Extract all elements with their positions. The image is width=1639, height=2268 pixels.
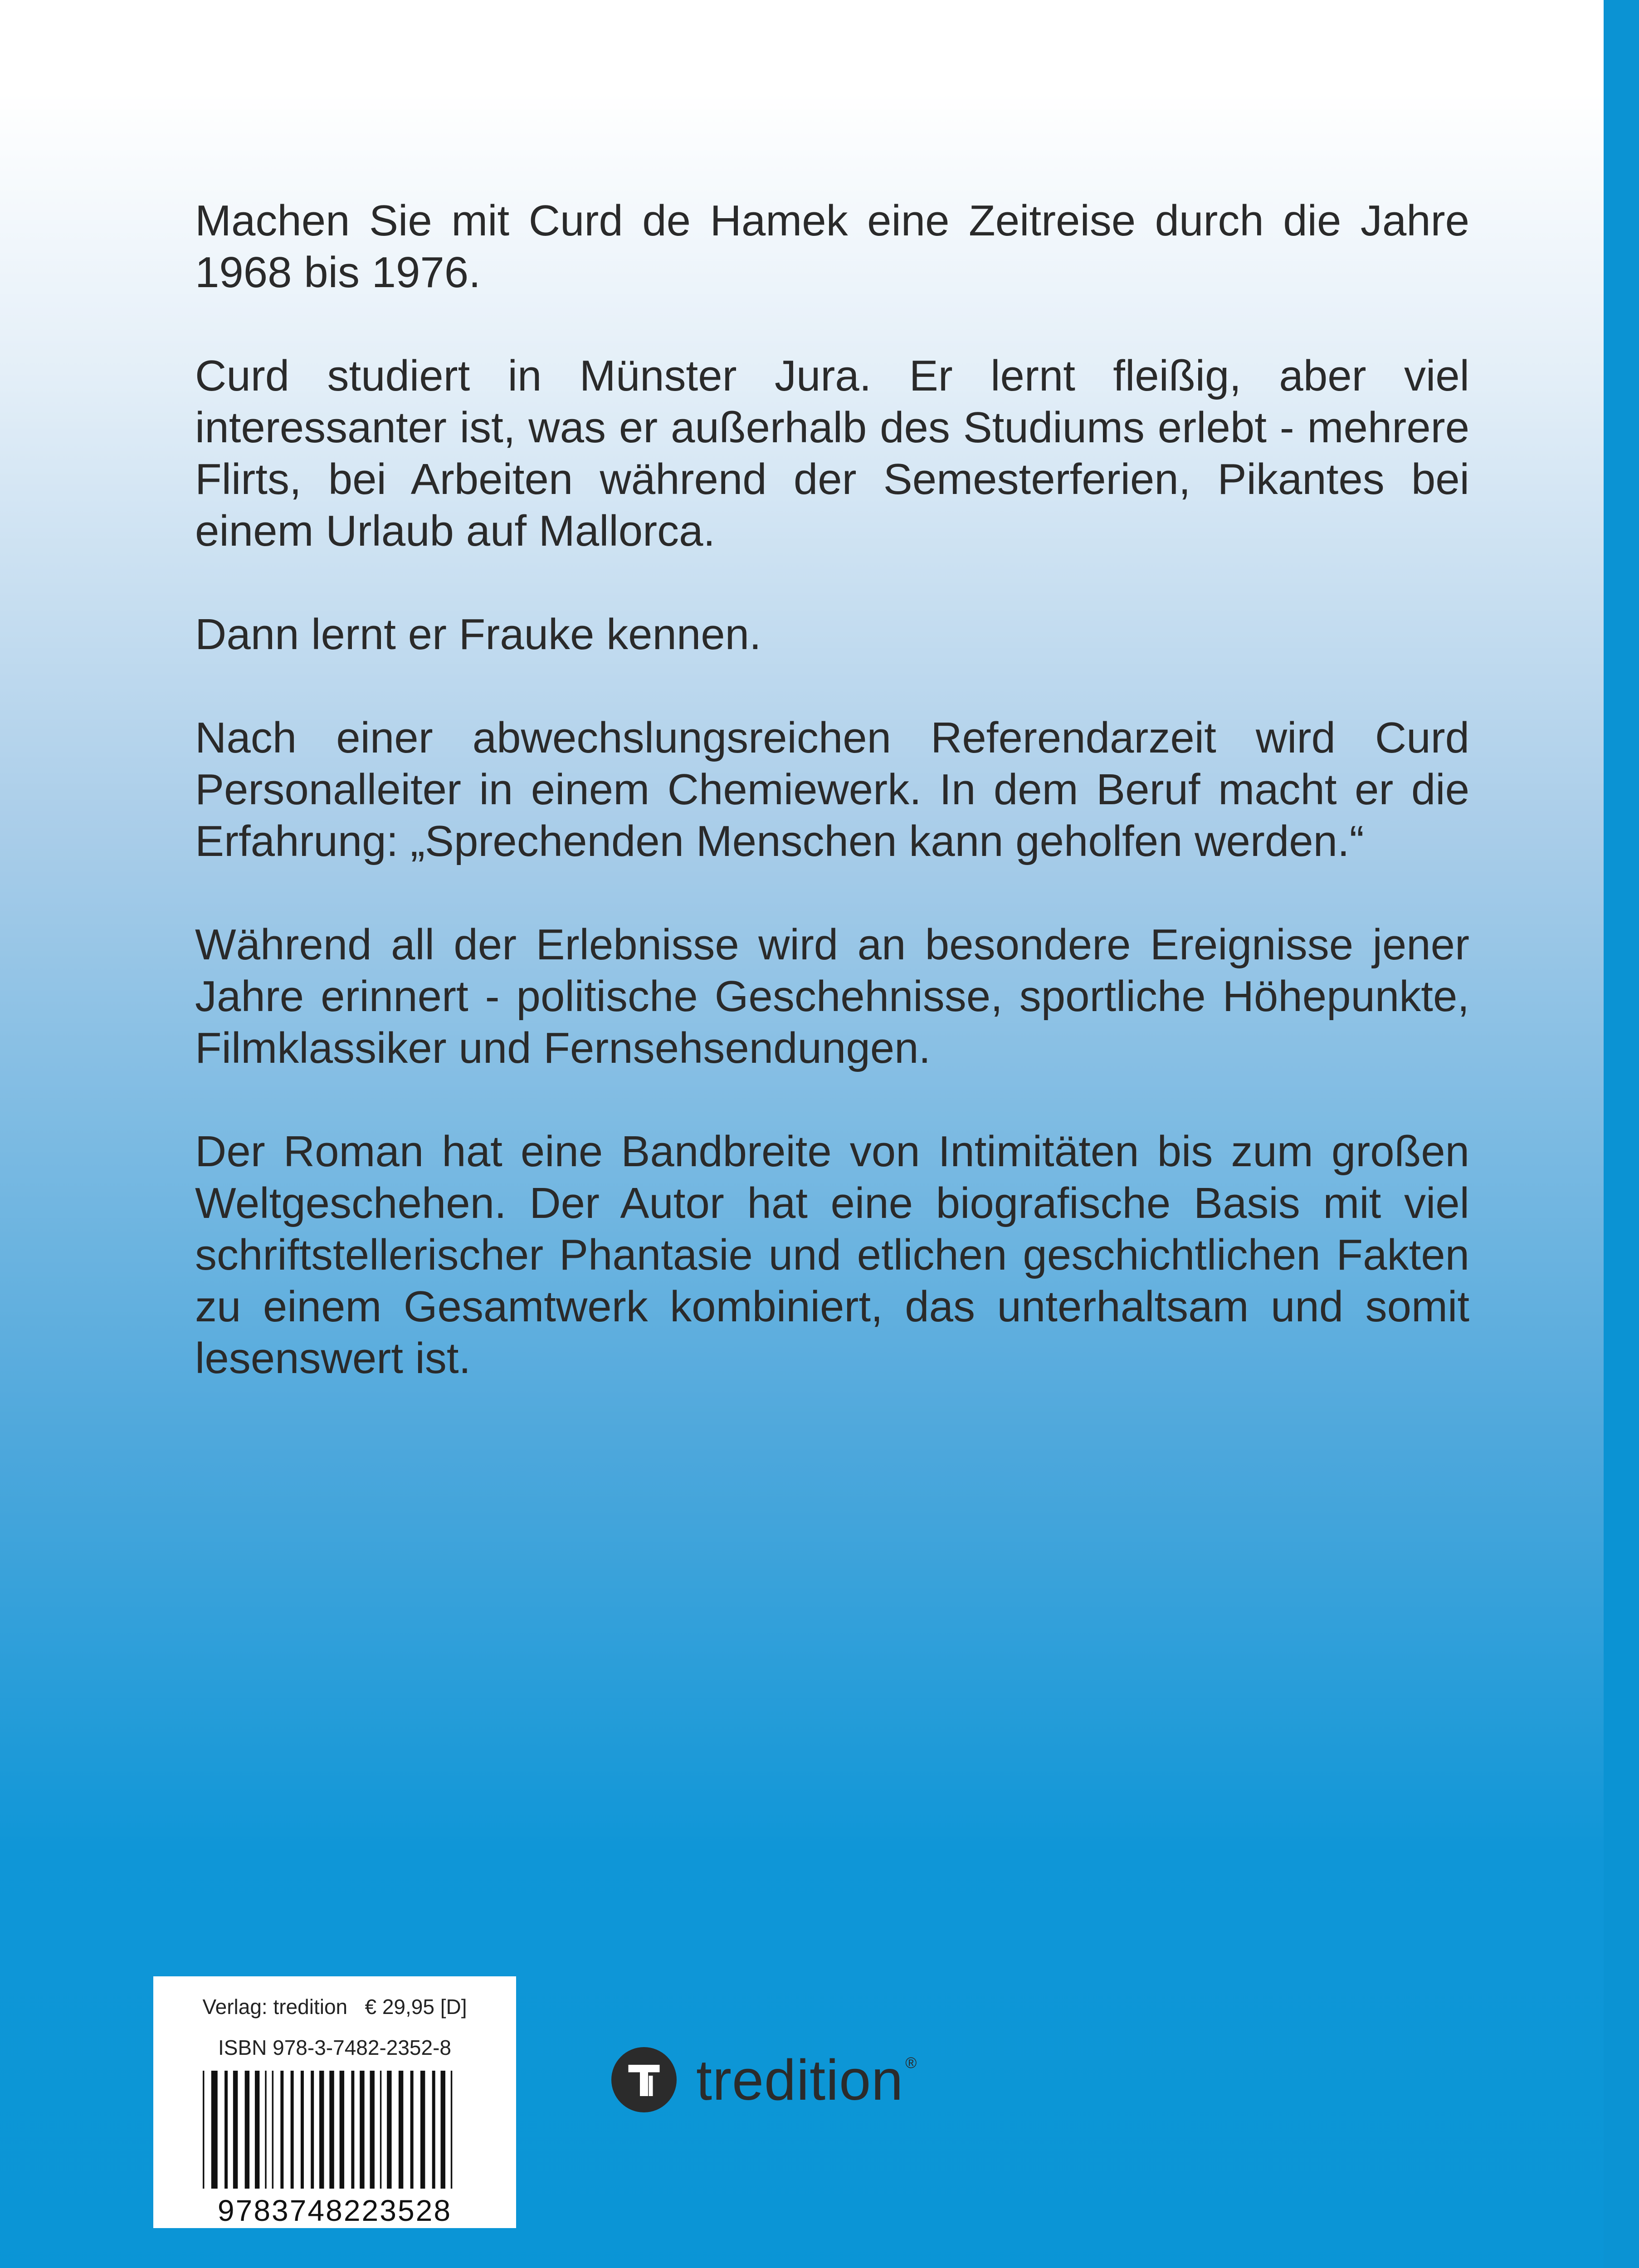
barcode-bar [329,2071,334,2189]
barcode-bar [280,2071,283,2189]
isbn-label: ISBN 978-3-7482-2352-8 [218,2036,451,2059]
barcode-bar [224,2071,228,2189]
barcode-bar [255,2071,259,2189]
barcode-bar [301,2071,304,2189]
barcode-bar [441,2071,445,2189]
barcode-bar [451,2071,452,2189]
barcode-bar [370,2071,374,2189]
blurb-text [195,195,1469,1436]
barcode-bar [432,2071,435,2189]
blurb-paragraph: Dann lernt er Frauke kennen. [195,610,761,659]
barcode-bar [265,2071,266,2189]
publisher-name [696,2047,917,2113]
barcode-bar [291,2071,294,2189]
barcode-bar [360,2071,364,2189]
blurb-paragraph: Machen Sie mit Curd de Hamek eine Zeitreise durch die Jahre 1968 bis 1976. [195,196,1469,297]
blurb-paragraph: Nach einer abwechslungsreichen Referendarzeit wird Curd Personalleiter in einem Chemiewerk. In dem Beruf macht er die Erfahrung: „Sprechenden Menschen kann geholfen werden.“ [195,714,1469,865]
publisher-price-line [153,1994,516,2019]
barcode-bar [272,2071,273,2189]
isbn-box [153,1976,516,2228]
barcode-bars [201,2071,468,2189]
barcode-bar [380,2071,381,2189]
blurb-paragraph: Curd studiert in Münster Jura. Er lernt fleißig, aber viel interessanter ist, was er außerhalb des Studiums erlebt - mehrere Flirts, bei Arbeiten während der Semesterferien, Pikantes bei einem Urlaub auf Mallorca. [195,352,1469,555]
barcode-bar [399,2071,403,2189]
barcode-bar [420,2071,425,2189]
barcode [201,2071,468,2189]
spine-strip [1604,0,1639,2268]
barcode-bar [351,2071,354,2189]
blurb-paragraph: Während all der Erlebnisse wird an besondere Ereignisse jener Jahre erinnert - politische Geschehnisse, sportliche Höhepunkte, Filmklassiker und Fernsehsendungen. [195,920,1469,1072]
blurb-paragraph: Der Roman hat eine Bandbreite von Intimitäten bis zum großen Weltgeschehen. Der Autor hat eine biografische Basis mit viel schriftstellerischer Phantasie und etlichen geschichtlichen Fakten zu einem Gesamtwerk kombiniert, das unterhaltsam und somit lesenswert ist. [195,1127,1469,1383]
barcode-bar [245,2071,249,2189]
publisher-name-text: tredition [696,2048,904,2112]
barcode-bar [319,2071,324,2189]
barcode-bar [387,2071,391,2189]
registered-mark: ® [905,2054,917,2072]
barcode-bar [203,2071,204,2189]
publisher-label: Verlag: tredition [202,1995,348,2019]
publisher-brand [610,2043,917,2116]
barcode-number: 9783748223528 [217,2194,452,2227]
barcode-bar [211,2071,218,2189]
barcode-bar [233,2071,238,2189]
barcode-bar [311,2071,314,2189]
barcode-bar [340,2071,344,2189]
price-label: € 29,95 [D] [365,1995,467,2019]
barcode-bar [410,2071,414,2189]
tredition-t-logo-icon [610,2046,678,2114]
